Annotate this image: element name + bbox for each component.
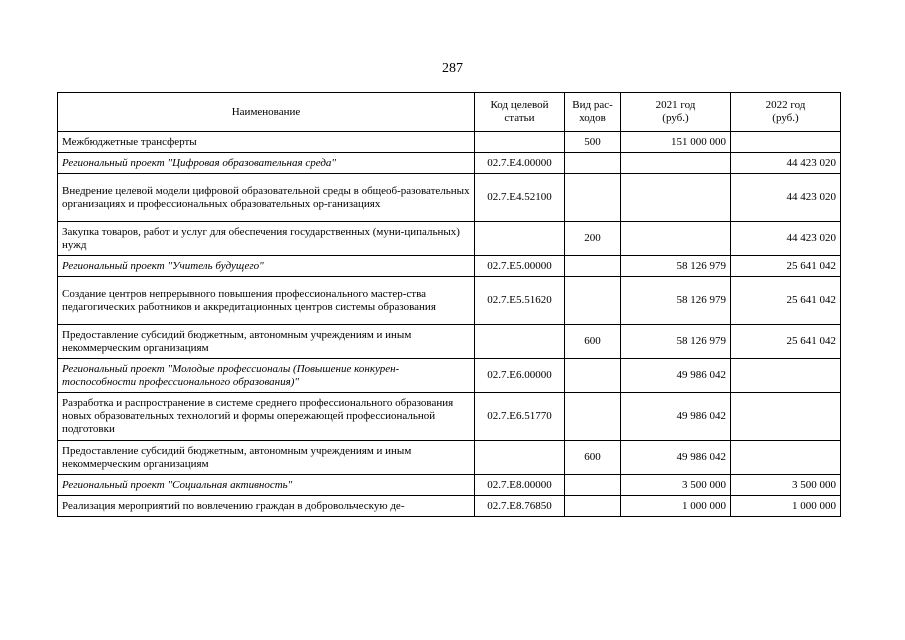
row-code	[475, 222, 565, 256]
table-row	[58, 222, 841, 256]
row-2022	[731, 132, 841, 153]
row-2022	[731, 441, 841, 475]
table-row	[58, 359, 841, 393]
row-2022	[731, 393, 841, 441]
table-row	[58, 174, 841, 222]
row-code	[475, 325, 565, 359]
row-2022: 44 423 020	[731, 222, 841, 256]
table-header-row	[58, 93, 841, 132]
row-code	[475, 441, 565, 475]
row-2022: 25 641 042	[731, 277, 841, 325]
row-kind	[565, 174, 621, 222]
row-code: 02.7.E5.00000	[475, 256, 565, 277]
row-2022: 1 000 000	[731, 496, 841, 517]
row-2021	[621, 222, 731, 256]
row-code	[475, 132, 565, 153]
row-2021: 49 986 042	[621, 393, 731, 441]
row-2021: 58 126 979	[621, 325, 731, 359]
header-name: Наименование	[58, 93, 475, 132]
row-2022	[731, 359, 841, 393]
row-2022: 44 423 020	[731, 153, 841, 174]
header-2022: 2022 год (руб.)	[731, 93, 841, 132]
row-2021: 49 986 042	[621, 441, 731, 475]
row-2022: 25 641 042	[731, 325, 841, 359]
row-kind	[565, 153, 621, 174]
row-name: Предоставление субсидий бюджетным, автономным учреждениям и иным некоммерческим организациям	[58, 441, 475, 475]
row-kind: 500	[565, 132, 621, 153]
row-name: Региональный проект "Цифровая образовательная среда"	[58, 153, 475, 174]
table-row	[58, 325, 841, 359]
row-name: Закупка товаров, работ и услуг для обеспечения государственных (муни-ципальных) нужд	[58, 222, 475, 256]
row-kind: 600	[565, 325, 621, 359]
budget-table	[57, 92, 841, 517]
table-row	[58, 496, 841, 517]
row-code: 02.7.E4.00000	[475, 153, 565, 174]
row-code: 02.7.E6.00000	[475, 359, 565, 393]
row-2021: 58 126 979	[621, 277, 731, 325]
row-code: 02.7.E5.51620	[475, 277, 565, 325]
row-kind	[565, 277, 621, 325]
row-2022: 25 641 042	[731, 256, 841, 277]
row-name: Внедрение целевой модели цифровой образовательной среды в общеоб-разовательных организациях и профессиональных образовательных ор-ганизациях	[58, 174, 475, 222]
row-code: 02.7.E4.52100	[475, 174, 565, 222]
row-kind	[565, 496, 621, 517]
row-2021	[621, 153, 731, 174]
row-kind: 200	[565, 222, 621, 256]
row-code: 02.7.E8.00000	[475, 475, 565, 496]
row-kind	[565, 475, 621, 496]
row-name: Региональный проект "Учитель будущего"	[58, 256, 475, 277]
row-2022: 3 500 000	[731, 475, 841, 496]
row-kind: 600	[565, 441, 621, 475]
row-kind	[565, 256, 621, 277]
row-2022: 44 423 020	[731, 174, 841, 222]
row-name: Создание центров непрерывного повышения профессионального мастер-ства педагогических работников и аккредитационных центров системы образования	[58, 277, 475, 325]
row-name: Региональный проект "Социальная активность"	[58, 475, 475, 496]
row-name: Реализация мероприятий по вовлечению граждан в добровольческую де-	[58, 496, 475, 517]
row-2021: 3 500 000	[621, 475, 731, 496]
table-row	[58, 441, 841, 475]
table-row	[58, 277, 841, 325]
header-code: Код целевой статьи	[475, 93, 565, 132]
row-2021: 49 986 042	[621, 359, 731, 393]
row-2021: 151 000 000	[621, 132, 731, 153]
row-name: Межбюджетные трансферты	[58, 132, 475, 153]
table-row	[58, 393, 841, 441]
table-row	[58, 475, 841, 496]
row-2021: 58 126 979	[621, 256, 731, 277]
row-name: Предоставление субсидий бюджетным, автономным учреждениям и иным некоммерческим организациям	[58, 325, 475, 359]
row-name: Региональный проект "Молодые профессионалы (Повышение конкурен-тоспособности профессионального образования)"	[58, 359, 475, 393]
row-code: 02.7.E6.51770	[475, 393, 565, 441]
table-row	[58, 153, 841, 174]
row-code: 02.7.E8.76850	[475, 496, 565, 517]
row-2021	[621, 174, 731, 222]
header-2021: 2021 год (руб.)	[621, 93, 731, 132]
row-2021: 1 000 000	[621, 496, 731, 517]
page-number: 287	[442, 61, 463, 76]
row-kind	[565, 393, 621, 441]
row-kind	[565, 359, 621, 393]
table-row	[58, 132, 841, 153]
header-kind: Вид рас- ходов	[565, 93, 621, 132]
row-name: Разработка и распространение в системе среднего профессионального образования новых образовательных технологий и формы опережающей профессиональной подготовки	[58, 393, 475, 441]
table-row	[58, 256, 841, 277]
